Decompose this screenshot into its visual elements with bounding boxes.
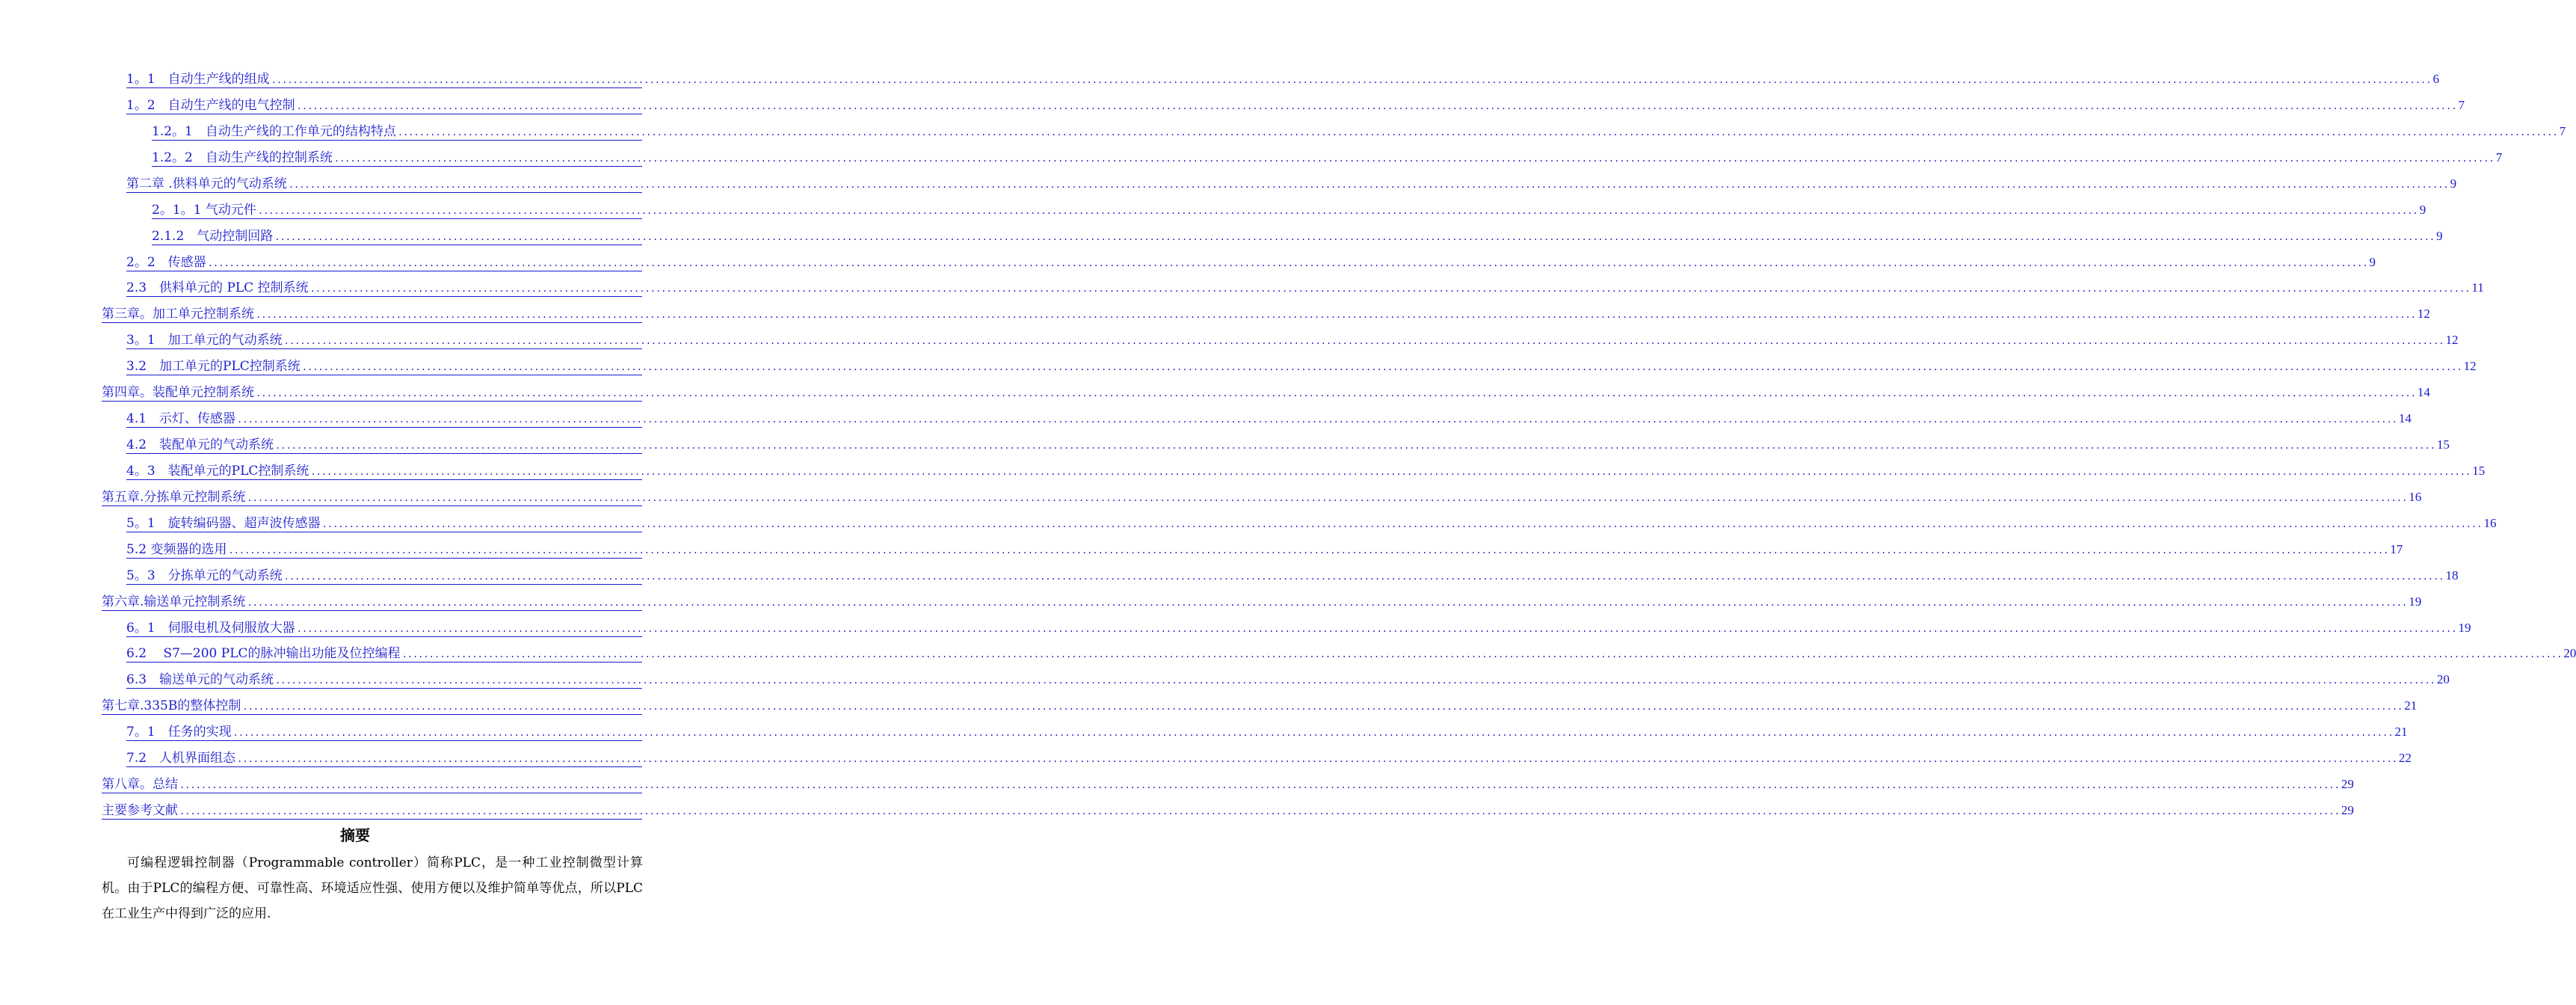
toc-entry-link[interactable] xyxy=(126,536,2403,559)
toc-dot-leader: ................................................................................................................................................................................................................................................................................................................................................................................................................ xyxy=(288,179,2449,190)
toc-page-number: 9 xyxy=(2419,202,2426,217)
toc-dot-leader: ................................................................................................................................................................................................................................................................................................................................................................................................................ xyxy=(310,466,2471,477)
toc-entry-link[interactable] xyxy=(126,615,2471,637)
abstract-heading: 摘要 xyxy=(340,826,370,844)
toc-entry-link[interactable] xyxy=(102,771,2354,793)
toc-dot-leader: ................................................................................................................................................................................................................................................................................................................................................................................................................ xyxy=(247,597,2408,608)
toc-entry-link[interactable] xyxy=(126,640,2576,663)
toc-page-number: 16 xyxy=(2483,515,2497,530)
toc-entry-title: 3.2 加工单元的PLC控制系统 xyxy=(126,359,301,375)
toc-entry-title: 5.2 变频器的选用 xyxy=(126,541,227,557)
toc-entry-link[interactable] xyxy=(126,510,2497,532)
toc-dot-leader: ................................................................................................................................................................................................................................................................................................................................................................................................................ xyxy=(237,414,2397,425)
toc-dot-leader: ................................................................................................................................................................................................................................................................................................................................................................................................................ xyxy=(275,440,2435,452)
toc-entry-link[interactable] xyxy=(126,92,2465,114)
toc-entry-title: 2.1.2 气动控制回路 xyxy=(152,228,274,244)
toc-page-number: 21 xyxy=(2404,698,2418,713)
toc-entry-title: 第六章.输送单元控制系统 xyxy=(102,594,246,609)
toc-dot-leader: ................................................................................................................................................................................................................................................................................................................................................................................................................ xyxy=(256,388,2416,399)
toc-page-number: 12 xyxy=(2463,359,2477,374)
toc-entry-link[interactable] xyxy=(126,66,2439,88)
toc-entry-title: 5。1 旋转编码器、超声波传感器 xyxy=(126,515,321,531)
toc-entry-link[interactable] xyxy=(152,197,2426,219)
toc-page-number: 14 xyxy=(2398,411,2412,426)
toc-entry-title: 3。1 加工单元的气动系统 xyxy=(126,333,283,348)
toc-entry-link[interactable] xyxy=(152,223,2443,245)
toc-dot-leader: ................................................................................................................................................................................................................................................................................................................................................................................................................ xyxy=(232,728,2394,739)
toc-entry-link[interactable] xyxy=(126,274,2484,297)
toc-dot-leader: ................................................................................................................................................................................................................................................................................................................................................................................................................ xyxy=(271,75,2432,85)
toc-entry-link[interactable] xyxy=(126,405,2412,428)
toc-page-number: 7 xyxy=(2495,150,2503,165)
toc-page-number: 20 xyxy=(2436,672,2450,687)
toc-entry-title: 6.2 S7—200 PLC的脉冲输出功能及位控编程 xyxy=(126,646,401,662)
toc-entry-link[interactable] xyxy=(102,484,2422,506)
abstract-paragraph: 可编程逻辑控制器（Programmable controller）简称PLC，是一种工业控制微型计算机。由于PLC的编程方便、可靠性高、环境适应性强、使用方便以及维护简单等优点，所以PLC在工业生产中得到广泛的应用. xyxy=(102,855,643,921)
toc-entry-link[interactable] xyxy=(126,745,2412,767)
toc-page-number: 6 xyxy=(2432,72,2439,86)
toc-entry-link[interactable] xyxy=(102,797,2354,820)
toc-page-number: 19 xyxy=(2458,620,2471,635)
toc-dot-leader: ................................................................................................................................................................................................................................................................................................................................................................................................................ xyxy=(237,754,2397,765)
toc-entry-link[interactable] xyxy=(126,431,2450,454)
toc-entry-title: 1。1 自动生产线的组成 xyxy=(126,72,270,87)
toc-page-number: 9 xyxy=(2436,228,2443,243)
toc-entry-link[interactable] xyxy=(126,719,2408,741)
toc-dot-leader: ................................................................................................................................................................................................................................................................................................................................................................................................................ xyxy=(296,100,2457,111)
toc-dot-leader: ................................................................................................................................................................................................................................................................................................................................................................................................................ xyxy=(283,571,2444,582)
toc-page-number: 17 xyxy=(2390,541,2403,556)
toc-entry-title: 第八章。总结 xyxy=(102,777,178,793)
toc-entry-title: 第二章 .供料单元的气动系统 xyxy=(126,176,287,191)
toc-entry-title: 4。3 装配单元的PLC控制系统 xyxy=(126,463,309,479)
toc-dot-leader: ................................................................................................................................................................................................................................................................................................................................................................................................................ xyxy=(296,623,2457,634)
toc-entry-title: 1.2。2 自动生产线的控制系统 xyxy=(152,150,333,165)
toc-entry-title: 2。1。1 气动元件 xyxy=(152,202,256,218)
toc-dot-leader: ................................................................................................................................................................................................................................................................................................................................................................................................................ xyxy=(309,283,2471,295)
toc-dot-leader: ................................................................................................................................................................................................................................................................................................................................................................................................................ xyxy=(397,126,2558,138)
toc-dot-leader: ................................................................................................................................................................................................................................................................................................................................................................................................................ xyxy=(228,544,2389,556)
toc-entry-title: 4.2 装配单元的气动系统 xyxy=(126,437,274,453)
toc-dot-leader: ................................................................................................................................................................................................................................................................................................................................................................................................................ xyxy=(275,675,2435,686)
toc-dot-leader: ................................................................................................................................................................................................................................................................................................................................................................................................................ xyxy=(207,257,2368,268)
toc-entry-title: 主要参考文献 xyxy=(102,803,178,819)
toc-page-number: 12 xyxy=(2417,307,2430,322)
toc-page-number: 9 xyxy=(2450,176,2457,191)
toc-page-number: 19 xyxy=(2409,594,2422,609)
toc-entry-link[interactable] xyxy=(126,249,2376,271)
toc-entry-link[interactable] xyxy=(152,118,2566,141)
toc-entry-title: 5。3 分拣单元的气动系统 xyxy=(126,568,283,583)
toc-dot-leader: ................................................................................................................................................................................................................................................................................................................................................................................................................ xyxy=(179,806,2340,817)
toc-entry-title: 4.1 示灯、传感器 xyxy=(126,411,236,427)
toc-entry-title: 6。1 伺服电机及伺服放大器 xyxy=(126,620,295,636)
toc-entry-link[interactable] xyxy=(102,301,2430,323)
toc-dot-leader: ................................................................................................................................................................................................................................................................................................................................................................................................................ xyxy=(179,780,2340,791)
toc-entry-title: 2.3 供料单元的 PLC 控制系统 xyxy=(126,280,309,296)
toc-entry-link[interactable] xyxy=(152,144,2503,167)
toc-entry-link[interactable] xyxy=(126,170,2457,193)
toc-page-number: 14 xyxy=(2417,385,2430,400)
toc-entry-link[interactable] xyxy=(102,379,2430,402)
toc-entry-link[interactable] xyxy=(126,327,2459,349)
toc-page-number: 15 xyxy=(2436,437,2450,452)
toc-entry-link[interactable] xyxy=(102,588,2422,611)
toc-entry-title: 第七章.335B的整体控制 xyxy=(102,698,241,714)
toc-page-number: 18 xyxy=(2445,568,2459,583)
toc-page-number: 15 xyxy=(2472,463,2486,478)
toc-page-number: 12 xyxy=(2445,333,2459,348)
toc-page-number: 7 xyxy=(2458,97,2465,112)
toc-entry-title: 6.3 输送单元的气动系统 xyxy=(126,672,274,688)
toc-entry-title: 1。2 自动生产线的电气控制 xyxy=(126,97,295,113)
toc-dot-leader: ................................................................................................................................................................................................................................................................................................................................................................................................................ xyxy=(321,518,2483,529)
toc-page-number: 20 xyxy=(2563,646,2576,661)
toc-entry-link[interactable] xyxy=(126,562,2459,585)
toc-dot-leader: ................................................................................................................................................................................................................................................................................................................................................................................................................ xyxy=(333,153,2495,164)
toc-entry-title: 第三章。加工单元控制系统 xyxy=(102,307,254,322)
toc-entry-link[interactable] xyxy=(126,666,2450,689)
toc-dot-leader: ................................................................................................................................................................................................................................................................................................................................................................................................................ xyxy=(274,231,2435,242)
toc-dot-leader: ................................................................................................................................................................................................................................................................................................................................................................................................................ xyxy=(301,362,2462,373)
toc-page-number: 16 xyxy=(2409,489,2422,504)
toc-page-number: 7 xyxy=(2559,123,2566,138)
toc-entry-link[interactable] xyxy=(126,458,2486,480)
toc-dot-leader: ................................................................................................................................................................................................................................................................................................................................................................................................................ xyxy=(401,649,2563,660)
toc-page-number: 29 xyxy=(2341,777,2354,792)
toc-entry-title: 1.2。1 自动生产线的工作单元的结构特点 xyxy=(152,123,396,139)
toc-entry-title: 2。2 传感器 xyxy=(126,254,206,270)
toc-page-number: 22 xyxy=(2398,751,2412,766)
toc-page-number: 11 xyxy=(2471,280,2484,295)
toc-entry-link[interactable] xyxy=(126,353,2477,375)
toc-entry-title: 7.2 人机界面组态 xyxy=(126,751,236,766)
toc-page-number: 21 xyxy=(2394,725,2408,740)
toc-dot-leader: ................................................................................................................................................................................................................................................................................................................................................................................................................ xyxy=(242,701,2403,713)
toc-dot-leader: ................................................................................................................................................................................................................................................................................................................................................................................................................ xyxy=(257,205,2418,216)
toc-dot-leader: ................................................................................................................................................................................................................................................................................................................................................................................................................ xyxy=(256,310,2416,321)
toc-entry-title: 第五章.分拣单元控制系统 xyxy=(102,489,246,505)
toc-entry-link[interactable] xyxy=(102,692,2418,715)
toc-dot-leader: ................................................................................................................................................................................................................................................................................................................................................................................................................ xyxy=(247,492,2408,503)
toc-entry-title: 7。1 任务的实现 xyxy=(126,725,232,740)
toc-entry-title: 第四章。装配单元控制系统 xyxy=(102,385,254,401)
toc-page-number: 9 xyxy=(2369,254,2376,269)
toc-dot-leader: ................................................................................................................................................................................................................................................................................................................................................................................................................ xyxy=(283,336,2444,347)
toc-page-number: 29 xyxy=(2341,803,2354,818)
